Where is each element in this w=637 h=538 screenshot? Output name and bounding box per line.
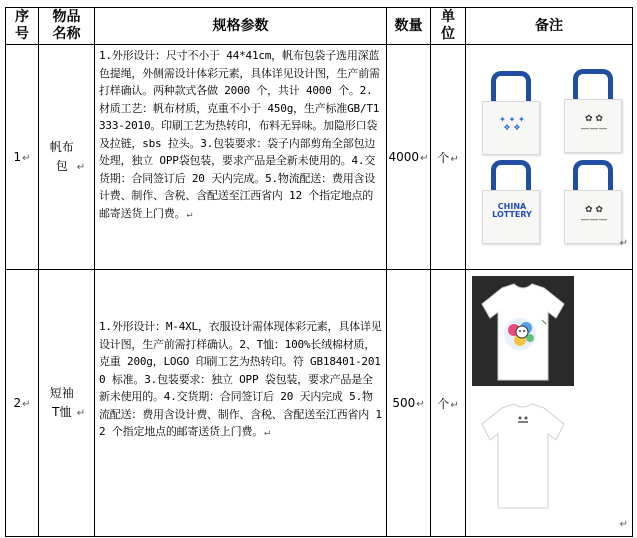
tote-bag-image: ✿ ✿ ———: [564, 160, 622, 244]
row-qty: 4000↵: [387, 45, 431, 270]
row-unit: 个↵: [431, 45, 466, 270]
header-note: 备注: [466, 8, 633, 45]
tshirt-front-image: [472, 276, 574, 386]
header-seq: 序号: [6, 8, 39, 45]
header-row: [6, 8, 633, 45]
header-qty: 数量: [387, 8, 431, 45]
row-qty: 500↵: [387, 270, 431, 537]
row-unit: 个↵: [431, 270, 466, 537]
header-spec: 规格参数: [95, 8, 387, 45]
spec-table: [5, 7, 633, 537]
tote-bag-image: CHINA LOTTERY: [482, 160, 540, 244]
row-spec: 1.外形设计：M-4XL，衣服设计需体现体彩元素，具体详见设计图，生产前需打样确认。2、T恤：100%长绒棉材质，克重 200g，LOGO 印刷工艺为热转印。符 GB18401-2010 标准。3.包装要求：独立 OPP 袋包装，要求产品是全新未使用的。4.交货期：合同签订后 20 天内完成 5.物流配送：费用含设计费、制作、含税、含配送至江西省内 12 个指定地点的邮寄送货上门费。↵: [95, 270, 387, 537]
table-row: [6, 270, 633, 537]
table-row: [6, 45, 633, 270]
row-spec: 1.外形设计：尺寸不小于 44*41cm，帆布包袋子选用深蓝色提绳，外侧需设计体彩元素，具体详见设计图，生产前需打样确认。两种款式各做 2000 个，共计 4000 个。2.材质工艺：帆布材质，克重不小于 450g，生产标准GB/T1333-2010。印刷工艺为热转印，布料无异味。加隐形口袋及拉链，sbs 拉头。3.包装要求：袋子内部剪角全部包边处理，独立 OPP袋包装，要求产品是全新未使用的。4.交货期：合同签订后 20 天内完成。5.物流配送：费用含设计费、制作、含税、含配送至江西省内 12 个指定地点的邮寄送货上门费。↵: [95, 45, 387, 270]
row-image: [466, 45, 633, 270]
tote-bag-images: ✦ ✦ ✦ ❖ ❖ ✿ ✿ ——— CHINA LOTTERY ✿ ✿ ——— ↵: [466, 45, 632, 269]
tshirt-images: ↵: [466, 270, 632, 536]
row-item-name: 帆布包 ↵: [39, 45, 95, 270]
row-seq: 1↵: [6, 45, 39, 270]
header-name: 物品名称: [39, 8, 95, 45]
row-seq: 2↵: [6, 270, 39, 537]
header-unit: 单位: [431, 8, 466, 45]
row-image: [466, 270, 633, 537]
row-item-name: 短袖T恤 ↵: [39, 270, 95, 537]
tote-bag-image: ✦ ✦ ✦ ❖ ❖: [482, 71, 540, 155]
tshirt-back-image: [472, 396, 574, 516]
tote-bag-image: ✿ ✿ ———: [564, 69, 622, 153]
